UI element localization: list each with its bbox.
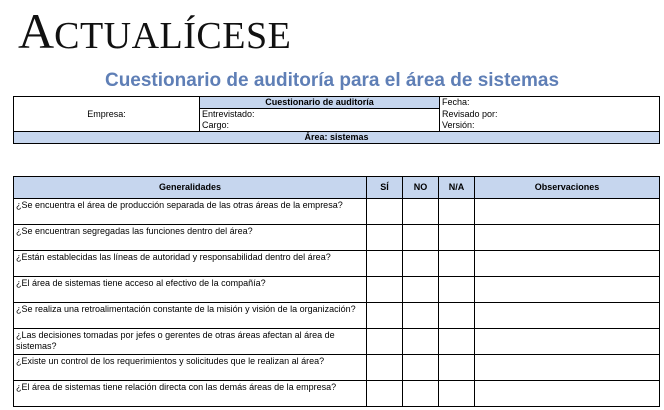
- answer-no-cell[interactable]: [403, 381, 439, 407]
- col-na: N/A: [439, 177, 475, 199]
- observaciones-cell[interactable]: [475, 381, 660, 407]
- question-text: ¿Se encuentran segregadas las funciones dentro del área?: [14, 225, 367, 251]
- answer-no-cell[interactable]: [403, 225, 439, 251]
- observaciones-cell[interactable]: [475, 277, 660, 303]
- table-row: [14, 251, 660, 277]
- col-si: SÍ: [367, 177, 403, 199]
- answer-no-cell[interactable]: [403, 251, 439, 277]
- answer-no-cell[interactable]: [403, 355, 439, 381]
- entrevistado-label: Entrevistado:: [200, 109, 440, 121]
- answer-na-cell[interactable]: [439, 199, 475, 225]
- answer-no-cell[interactable]: [403, 303, 439, 329]
- table-row: [14, 329, 660, 355]
- answer-na-cell[interactable]: [439, 355, 475, 381]
- answer-na-cell[interactable]: [439, 277, 475, 303]
- empresa-label: Empresa:: [14, 97, 200, 132]
- table-row: [14, 381, 660, 407]
- answer-na-cell[interactable]: [439, 225, 475, 251]
- revisado-label: Revisado por:: [440, 109, 660, 121]
- cuestionario-label: Cuestionario de auditoría: [200, 97, 440, 109]
- observaciones-cell[interactable]: [475, 251, 660, 277]
- table-row: [14, 199, 660, 225]
- area-label: Área: sistemas: [14, 132, 660, 144]
- page-title: Cuestionario de auditoría para el área de sistemas: [104, 70, 560, 91]
- cargo-label: Cargo:: [200, 120, 440, 132]
- table-row: [14, 277, 660, 303]
- answer-na-cell[interactable]: [439, 329, 475, 355]
- fecha-label: Fecha:: [440, 97, 660, 109]
- answer-si-cell[interactable]: [367, 355, 403, 381]
- version-label: Versión:: [440, 120, 660, 132]
- header-table: [13, 96, 660, 144]
- answer-si-cell[interactable]: [367, 329, 403, 355]
- answer-si-cell[interactable]: [367, 199, 403, 225]
- answer-si-cell[interactable]: [367, 251, 403, 277]
- answer-no-cell[interactable]: [403, 277, 439, 303]
- question-text: ¿Existe un control de los requerimientos y solicitudes que le realizan al área?: [14, 355, 367, 381]
- observaciones-cell[interactable]: [475, 225, 660, 251]
- answer-na-cell[interactable]: [439, 251, 475, 277]
- answer-si-cell[interactable]: [367, 303, 403, 329]
- answer-na-cell[interactable]: [439, 303, 475, 329]
- question-text: ¿Las decisiones tomadas por jefes o gerentes de otras áreas afectan al área de sistemas?: [14, 329, 367, 355]
- question-text: ¿Se encuentra el área de producción separada de las otras áreas de la empresa?: [14, 199, 367, 225]
- table-row: [14, 303, 660, 329]
- question-text: ¿Se realiza una retroalimentación constante de la misión y visión de la organización?: [14, 303, 367, 329]
- logo-initial: A: [18, 3, 55, 59]
- col-observaciones: Observaciones: [475, 177, 660, 199]
- observaciones-cell[interactable]: [475, 329, 660, 355]
- observaciones-cell[interactable]: [475, 303, 660, 329]
- col-no: NO: [403, 177, 439, 199]
- answer-si-cell[interactable]: [367, 381, 403, 407]
- observaciones-cell[interactable]: [475, 355, 660, 381]
- answer-si-cell[interactable]: [367, 277, 403, 303]
- question-text: ¿El área de sistemas tiene acceso al efectivo de la compañía?: [14, 277, 367, 303]
- answer-no-cell[interactable]: [403, 329, 439, 355]
- observaciones-cell[interactable]: [475, 199, 660, 225]
- questionnaire-table: [13, 176, 660, 407]
- actualicese-logo: [18, 2, 291, 60]
- col-generalidades: Generalidades: [14, 177, 367, 199]
- question-text: ¿Están establecidas las líneas de autoridad y responsabilidad dentro del área?: [14, 251, 367, 277]
- answer-no-cell[interactable]: [403, 199, 439, 225]
- table-row: [14, 225, 660, 251]
- table-row: [14, 355, 660, 381]
- question-text: ¿El área de sistemas tiene relación directa con las demás áreas de la empresa?: [14, 381, 367, 407]
- logo-text: CTUALÍCESE: [54, 15, 292, 57]
- answer-na-cell[interactable]: [439, 381, 475, 407]
- answer-si-cell[interactable]: [367, 225, 403, 251]
